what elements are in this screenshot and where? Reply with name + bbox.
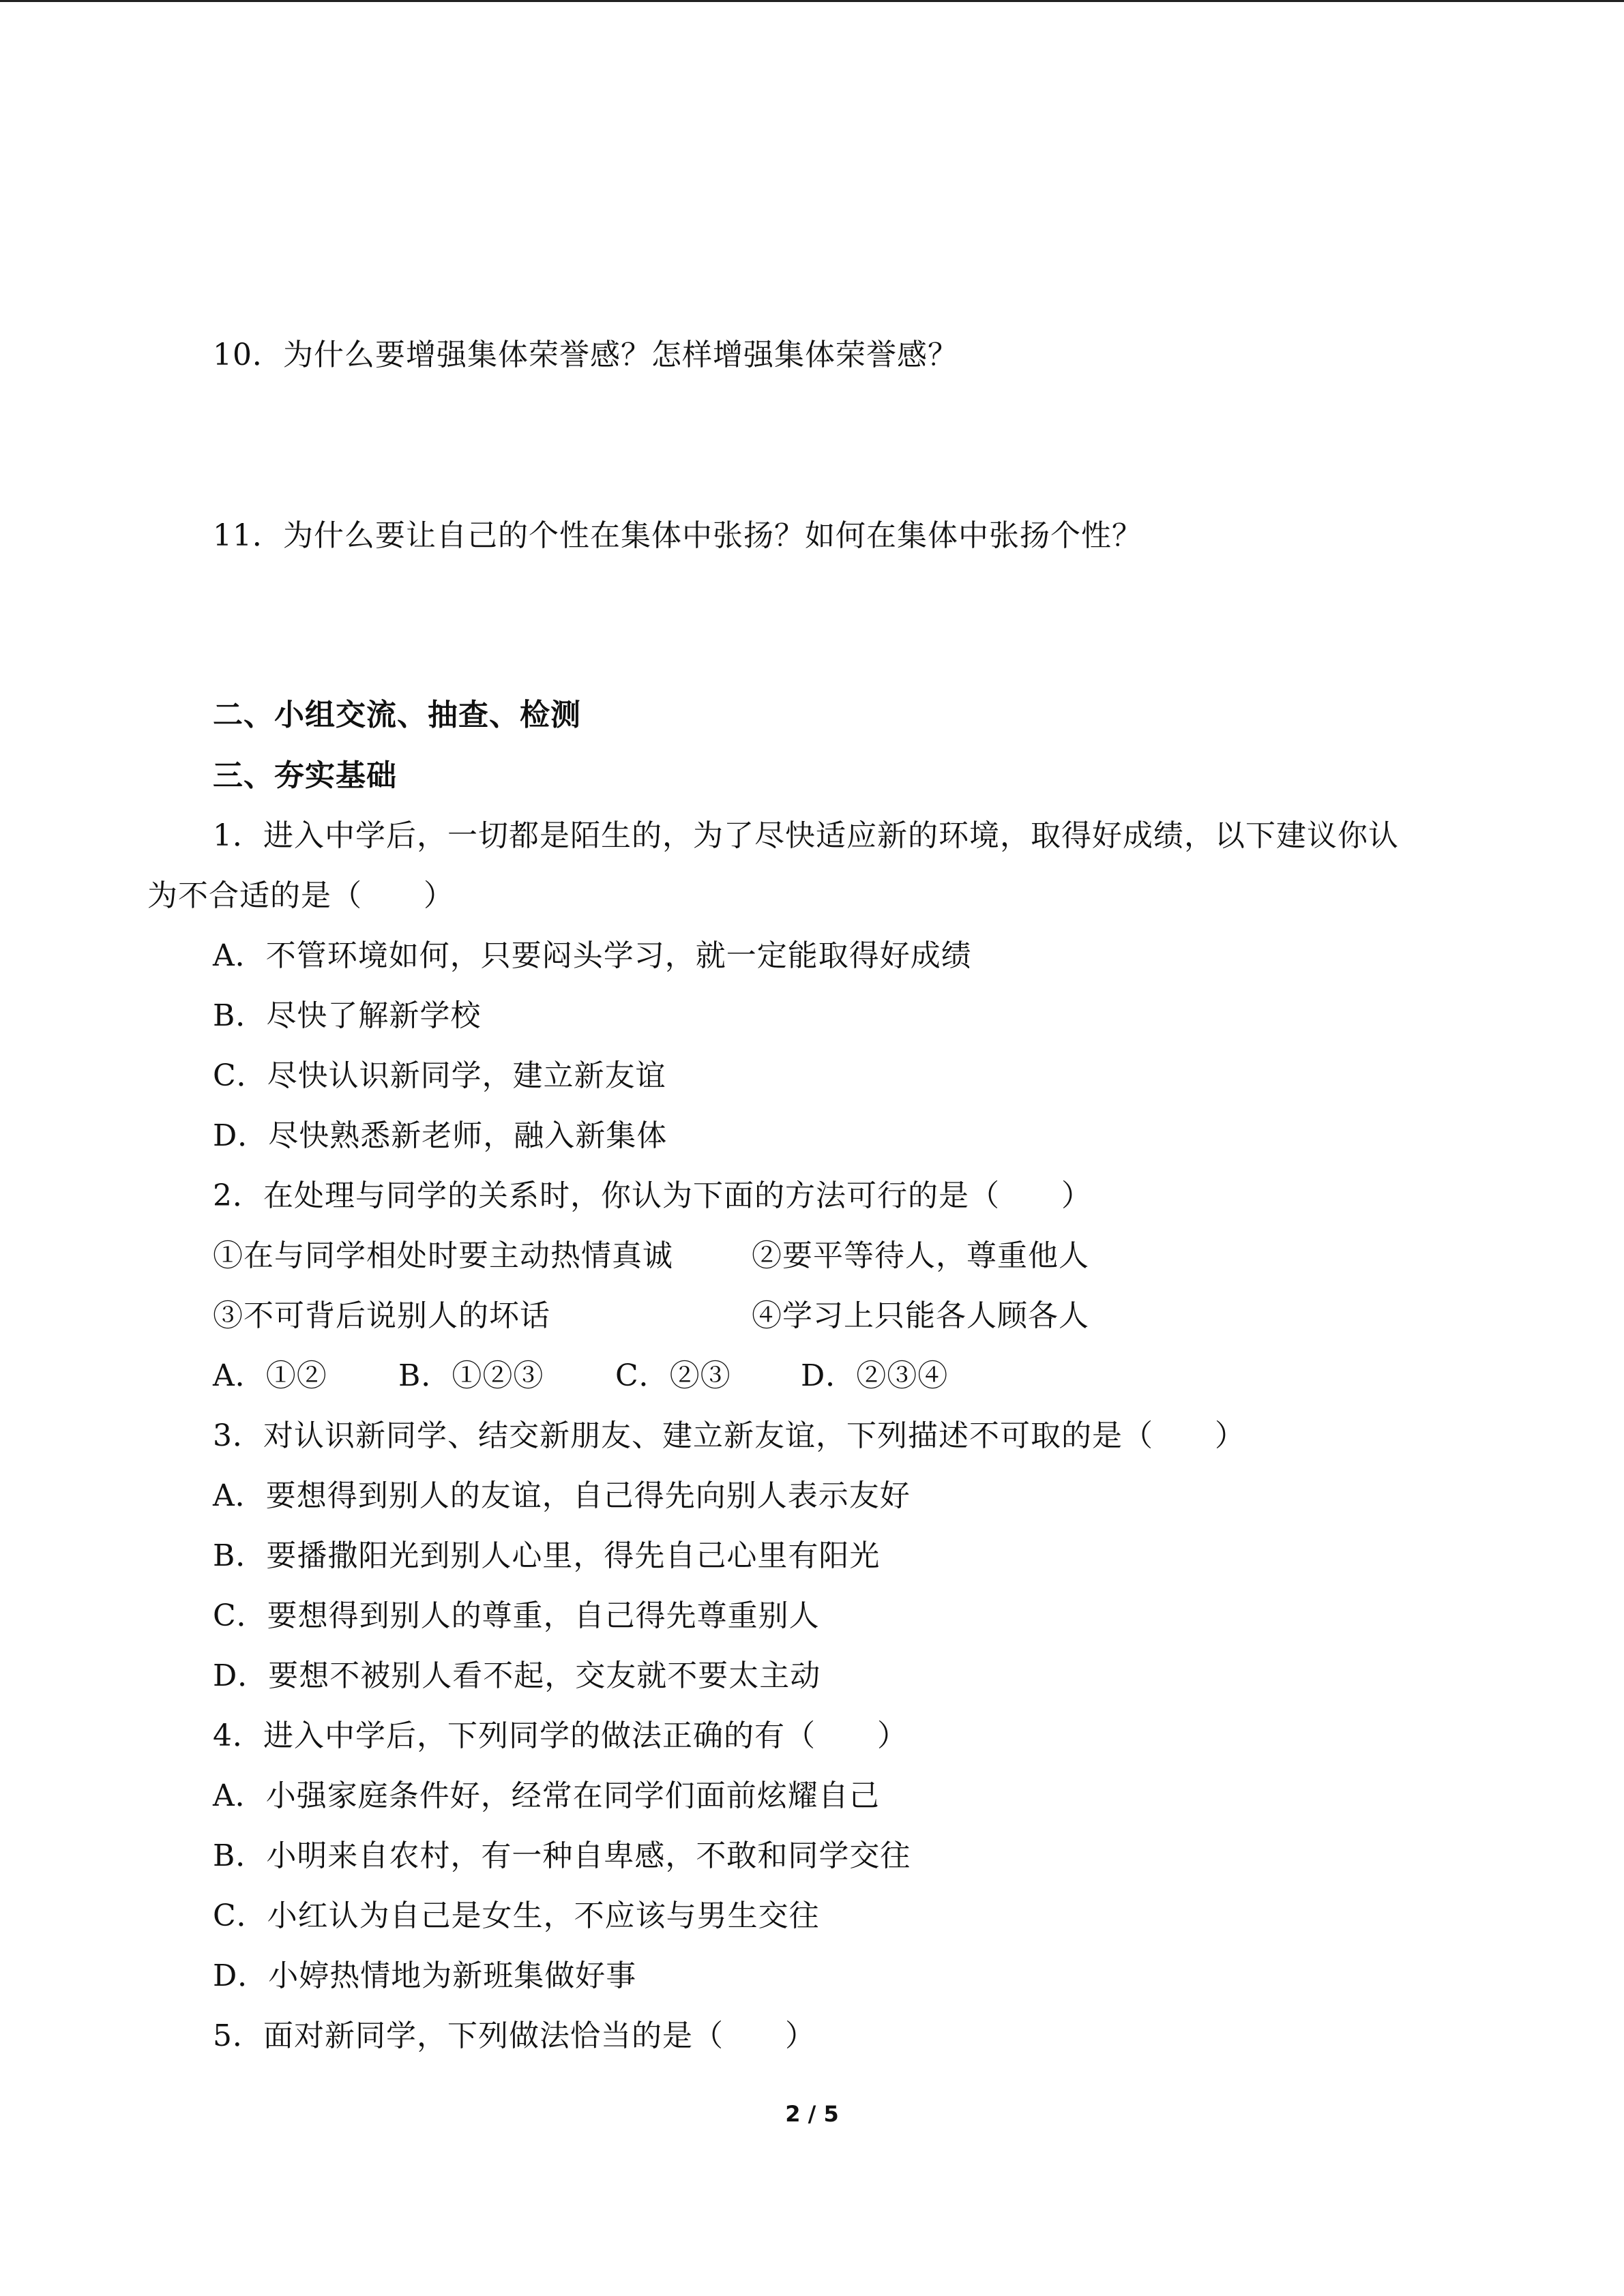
question-3-option-a: A．要想得到别人的友谊，自己得先向别人表示友好 [213,1478,911,1513]
question-1-stem-line2: 为不合适的是（ ） [147,878,454,913]
top-border-rule [0,0,1624,2]
question-1-option-d: D．尽快熟悉新老师，融入新集体 [213,1118,668,1153]
question-10: 10．为什么要增强集体荣誉感？怎样增强集体荣誉感？ [213,338,958,372]
question-2-option-d: D．②③④ [801,1358,949,1393]
question-2-item-4: ④学习上只能各人顾各人 [752,1298,1089,1333]
question-4-option-c: C．小红认为自己是女生，不应该与男生交往 [213,1898,820,1933]
section-2-title: 二、小组交流、抽查、检测 [213,698,581,732]
question-3-option-d: D．要想不被别人看不起，交友就不要太主动 [213,1658,821,1693]
question-3-stem: 3．对认识新同学、结交新朋友、建立新友谊，下列描述不可取的是（ ） [213,1418,1245,1453]
question-3-option-b: B．要播撒阳光到别人心里，得先自己心里有阳光 [213,1538,881,1573]
question-2-option-a: A．①② [213,1358,327,1393]
question-2-item-2: ②要平等待人，尊重他人 [752,1238,1089,1273]
question-2-options [213,1357,948,1395]
question-4-option-a: A．小强家庭条件好，经常在同学们面前炫耀自己 [213,1778,880,1813]
question-2-item-1: ①在与同学相处时要主动热情真诚 [213,1238,673,1273]
question-1-option-a: A．不管环境如何，只要闷头学习，就一定能取得好成绩 [213,938,972,973]
question-2-stem: 2．在处理与同学的关系时，你认为下面的方法可行的是（ ） [213,1178,1092,1213]
question-2-option-b: B．①②③ [398,1358,544,1393]
question-3-option-c: C．要想得到别人的尊重，自己得先尊重别人 [213,1598,820,1633]
question-4-option-d: D．小婷热情地为新班集做好事 [213,1958,637,1993]
question-2-item-3: ③不可背后说别人的坏话 [213,1298,550,1333]
question-1-stem-line1: 1．进入中学后，一切都是陌生的，为了尽快适应新的环境，取得好成绩，以下建议你认 [213,818,1399,853]
question-1-option-c: C．尽快认识新同学，建立新友谊 [213,1058,666,1093]
question-4-option-b: B．小明来自农村，有一种自卑感，不敢和同学交往 [213,1838,911,1873]
question-2-option-c: C．②③ [615,1358,731,1393]
question-11: 11．为什么要让自己的个性在集体中张扬？如何在集体中张扬个性？ [213,518,1142,553]
page-number: 2 / 5 [785,2101,839,2127]
question-5-stem: 5．面对新同学，下列做法恰当的是（ ） [213,2018,816,2053]
section-3-title: 三、夯实基础 [213,758,397,793]
question-4-stem: 4．进入中学后，下列同学的做法正确的有（ ） [213,1718,908,1753]
question-1-option-b: B．尽快了解新学校 [213,998,482,1033]
